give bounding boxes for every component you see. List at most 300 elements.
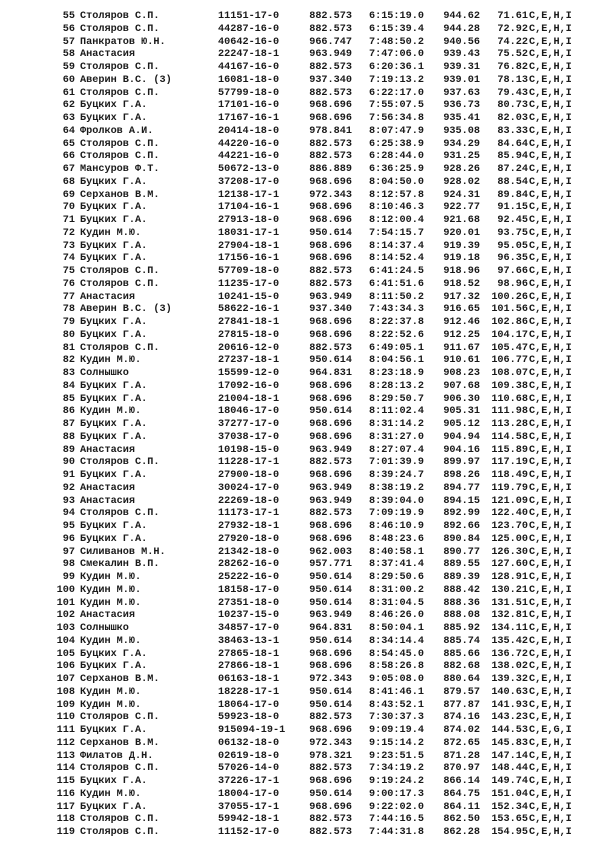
points: 114.58 — [491, 431, 528, 443]
speed: 892.99 — [443, 508, 480, 520]
ring-number: 11152-17-0 — [218, 827, 280, 838]
distance-km: 882.573 — [309, 266, 352, 277]
points: 117.19 — [491, 457, 528, 469]
table-row — [0, 751, 600, 764]
ring-number: 11151-17-0 — [218, 11, 280, 22]
flight-time: 7:44:31.8 — [368, 827, 424, 838]
flags: C,E,H,I — [529, 508, 572, 520]
flight-time: 8:14:37.4 — [368, 240, 424, 252]
flags: C,E,H,I — [529, 712, 572, 724]
flags: C,E,H,I — [529, 227, 572, 239]
participant-name: Кудин М.Ю. — [80, 227, 142, 239]
ring-number: 27900-18-0 — [218, 470, 280, 481]
participant-name: Буцких Г.А. — [80, 215, 148, 226]
ring-number: 27904-18-1 — [218, 240, 280, 252]
flight-time: 9:23:51.5 — [368, 750, 424, 762]
flags: C,E,H,I — [529, 584, 572, 596]
speed: 890.77 — [443, 546, 480, 558]
speed: 874.02 — [443, 725, 480, 736]
rank: 62 — [62, 100, 75, 112]
table-row — [0, 508, 600, 521]
points: 91.15 — [497, 202, 528, 214]
ring-number: 22269-18-0 — [218, 495, 280, 507]
ring-number: 28262-16-0 — [218, 559, 280, 571]
distance-km: 882.573 — [309, 508, 352, 520]
ring-number: 44221-16-0 — [218, 151, 280, 163]
participant-name: Буцких Г.А. — [80, 533, 148, 545]
rank: 76 — [62, 278, 75, 290]
points: 93.75 — [497, 227, 528, 239]
flags: C,E,H,I — [529, 814, 572, 826]
distance-km: 968.696 — [309, 380, 352, 392]
speed: 910.61 — [443, 355, 480, 367]
distance-km: 968.696 — [309, 521, 352, 532]
distance-km: 963.949 — [309, 482, 352, 494]
table-row — [0, 636, 600, 649]
flags: C,E,H,I — [529, 74, 572, 86]
participant-name: Филатов Д.Н. — [80, 750, 154, 762]
speed: 885.66 — [443, 648, 480, 660]
ring-number: 27815-18-0 — [218, 329, 280, 341]
rank: 94 — [62, 508, 75, 520]
flags: C,E,H,I — [529, 240, 572, 252]
ring-number: 50672-13-0 — [218, 164, 280, 175]
ring-number: 57709-18-0 — [218, 266, 280, 277]
flags: C,E,H,I — [529, 342, 572, 354]
distance-km: 963.949 — [309, 444, 352, 456]
table-row — [0, 547, 600, 560]
rank: 60 — [62, 74, 75, 86]
flags: C,E,H,I — [529, 393, 572, 405]
flight-time: 6:49:05.1 — [368, 342, 424, 354]
participant-name: Кудин М.Ю. — [80, 635, 142, 647]
ring-number: 18228-17-1 — [218, 686, 280, 698]
rank: 107 — [56, 674, 75, 685]
ring-number: 37277-17-0 — [218, 419, 280, 430]
flags: C,E,H,I — [529, 699, 572, 711]
rank: 71 — [62, 215, 75, 226]
flags: C,E,H,I — [529, 648, 572, 660]
rank: 98 — [62, 559, 75, 571]
speed: 917.32 — [443, 291, 480, 303]
speed: 918.52 — [443, 278, 480, 290]
distance-km: 966.747 — [309, 36, 352, 48]
participant-name: Столяров С.П. — [80, 266, 160, 277]
speed: 888.08 — [443, 610, 480, 622]
speed: 879.57 — [443, 686, 480, 698]
speed: 939.31 — [443, 62, 480, 73]
points: 136.72 — [491, 648, 528, 660]
flight-time: 7:30:37.3 — [368, 712, 424, 724]
table-row — [0, 649, 600, 662]
distance-km: 968.696 — [309, 648, 352, 660]
flags: C,E,H,I — [529, 482, 572, 494]
participant-name: Буцких Г.А. — [80, 470, 148, 481]
ring-number: 17156-16-1 — [218, 253, 280, 265]
distance-km: 950.614 — [309, 788, 352, 800]
flags: C,E,H,I — [529, 801, 572, 813]
flight-time: 8:37:41.4 — [368, 559, 424, 571]
points: 108.07 — [491, 368, 528, 379]
flags: C,E,H,I — [529, 763, 572, 775]
distance-km: 968.696 — [309, 329, 352, 341]
flight-time: 9:05:08.0 — [368, 674, 424, 685]
participant-name: Силиванов М.Н. — [80, 546, 166, 558]
points: 109.38 — [491, 380, 528, 392]
flight-time: 7:55:07.5 — [368, 100, 424, 112]
participant-name: Буцких Г.А. — [80, 240, 148, 252]
table-row — [0, 253, 600, 266]
rank: 56 — [62, 23, 75, 35]
points: 130.21 — [491, 584, 528, 596]
flight-time: 8:23:18.9 — [368, 368, 424, 379]
flags: C,E,H,I — [529, 62, 572, 73]
points: 111.98 — [491, 406, 528, 418]
speed: 864.75 — [443, 788, 480, 800]
table-row — [0, 712, 600, 725]
ring-number: 27841-18-1 — [218, 317, 280, 328]
points: 85.94 — [497, 151, 528, 163]
rank: 77 — [62, 291, 75, 303]
flight-time: 6:15:39.4 — [368, 23, 424, 35]
ring-number: 10237-15-0 — [218, 610, 280, 622]
flight-time: 7:34:19.2 — [368, 763, 424, 775]
flags: C,E,H,I — [529, 750, 572, 762]
points: 139.32 — [491, 674, 528, 685]
participant-name: Буцких Г.А. — [80, 380, 148, 392]
rank: 57 — [62, 36, 75, 48]
points: 121.09 — [491, 495, 528, 507]
participant-name: Буцких Г.А. — [80, 393, 148, 405]
participant-name: Анастасия — [80, 49, 136, 61]
ring-number: 11228-17-1 — [218, 457, 280, 469]
distance-km: 972.343 — [309, 737, 352, 749]
distance-km: 968.696 — [309, 176, 352, 188]
ring-number: 40642-16-0 — [218, 36, 280, 48]
points: 84.64 — [497, 138, 528, 150]
participant-name: Анастасия — [80, 610, 136, 622]
flight-time: 8:58:26.8 — [368, 661, 424, 673]
points: 138.02 — [491, 661, 528, 673]
flight-time: 8:31:14.2 — [368, 419, 424, 430]
rank: 97 — [62, 546, 75, 558]
speed: 944.28 — [443, 23, 480, 35]
ring-number: 20414-18-0 — [218, 125, 280, 137]
speed: 899.97 — [443, 457, 480, 469]
participant-name: Кудин М.Ю. — [80, 597, 142, 609]
table-row — [0, 432, 600, 445]
speed: 888.36 — [443, 597, 480, 609]
distance-km: 968.696 — [309, 113, 352, 124]
speed: 931.25 — [443, 151, 480, 163]
participant-name: Буцких Г.А. — [80, 725, 148, 736]
rank: 89 — [62, 444, 75, 456]
ring-number: 57026-14-0 — [218, 763, 280, 775]
ring-number: 11235-17-0 — [218, 278, 280, 290]
ring-number: 59923-18-0 — [218, 712, 280, 724]
flags: C,E,H,I — [529, 100, 572, 112]
participant-name: Столяров С.П. — [80, 827, 160, 838]
participant-name: Серханов В.М. — [80, 674, 160, 685]
participant-name: Столяров С.П. — [80, 342, 160, 354]
flight-time: 8:48:23.6 — [368, 533, 424, 545]
rank: 113 — [56, 750, 75, 762]
rank: 78 — [62, 304, 75, 316]
speed: 919.18 — [443, 253, 480, 265]
flight-time: 6:28:44.0 — [368, 151, 424, 163]
ring-number: 30024-17-0 — [218, 482, 280, 494]
flight-time: 8:54:45.0 — [368, 648, 424, 660]
flight-time: 8:28:13.2 — [368, 380, 424, 392]
rank: 104 — [56, 635, 75, 647]
distance-km: 950.614 — [309, 635, 352, 647]
participant-name: Кудин М.Ю. — [80, 584, 142, 596]
points: 126.30 — [491, 546, 528, 558]
speed: 939.01 — [443, 74, 480, 86]
distance-km: 968.696 — [309, 419, 352, 430]
flags: C,E,H,I — [529, 635, 572, 647]
rank: 87 — [62, 419, 75, 430]
table-row — [0, 228, 600, 241]
flight-time: 6:41:24.5 — [368, 266, 424, 277]
table-row — [0, 534, 600, 547]
flight-time: 8:31:00.2 — [368, 584, 424, 596]
distance-km: 968.696 — [309, 253, 352, 265]
speed: 889.55 — [443, 559, 480, 571]
flight-time: 8:11:50.2 — [368, 291, 424, 303]
points: 123.70 — [491, 521, 528, 532]
distance-km: 968.696 — [309, 240, 352, 252]
table-row — [0, 585, 600, 598]
table-row — [0, 368, 600, 381]
points: 143.23 — [491, 712, 528, 724]
ring-number: 37055-17-1 — [218, 801, 280, 813]
points: 135.42 — [491, 635, 528, 647]
points: 78.13 — [497, 74, 528, 86]
points: 132.81 — [491, 610, 528, 622]
flight-time: 8:22:52.6 — [368, 329, 424, 341]
flight-time: 8:50:04.1 — [368, 623, 424, 634]
ring-number: 20616-12-0 — [218, 342, 280, 354]
ring-number: 18031-17-1 — [218, 227, 280, 239]
flags: C,E,H,I — [529, 419, 572, 430]
ring-number: 11173-17-1 — [218, 508, 280, 520]
rank: 67 — [62, 164, 75, 175]
rank: 100 — [56, 584, 75, 596]
points: 95.05 — [497, 240, 528, 252]
flight-time: 8:04:50.0 — [368, 176, 424, 188]
flight-time: 9:09:19.4 — [368, 725, 424, 736]
participant-name: Столяров С.П. — [80, 763, 160, 775]
participant-name: Столяров С.П. — [80, 23, 160, 35]
speed: 898.26 — [443, 470, 480, 481]
flight-time: 8:46:10.9 — [368, 521, 424, 532]
speed: 888.42 — [443, 584, 480, 596]
ring-number: 18004-17-0 — [218, 788, 280, 800]
rank: 64 — [62, 125, 75, 137]
ring-number: 44167-16-0 — [218, 62, 280, 73]
points: 147.14 — [491, 750, 528, 762]
participant-name: Столяров С.П. — [80, 138, 160, 150]
flags: C,E,H,I — [529, 317, 572, 328]
table-row — [0, 11, 600, 24]
speed: 905.12 — [443, 419, 480, 430]
rank: 83 — [62, 368, 75, 379]
speed: 940.56 — [443, 36, 480, 48]
distance-km: 950.614 — [309, 406, 352, 418]
flight-time: 6:41:51.6 — [368, 278, 424, 290]
flags: C,E,H,I — [529, 49, 572, 61]
distance-km: 950.614 — [309, 572, 352, 583]
flight-time: 7:47:06.0 — [368, 49, 424, 61]
ring-number: 06163-18-1 — [218, 674, 280, 685]
table-row — [0, 381, 600, 394]
points: 76.82 — [497, 62, 528, 73]
ring-number: 27913-18-0 — [218, 215, 280, 226]
rank: 108 — [56, 686, 75, 698]
ring-number: 18158-17-0 — [218, 584, 280, 596]
flight-time: 8:11:02.4 — [368, 406, 424, 418]
points: 119.79 — [491, 482, 528, 494]
table-row — [0, 445, 600, 458]
flags: C,E,H,I — [529, 470, 572, 481]
speed: 894.15 — [443, 495, 480, 507]
table-row — [0, 674, 600, 687]
participant-name: Буцких Г.А. — [80, 419, 148, 430]
flags: C,E,H,I — [529, 164, 572, 175]
speed: 894.77 — [443, 482, 480, 494]
distance-km: 886.889 — [309, 164, 352, 175]
rank: 72 — [62, 227, 75, 239]
rank: 91 — [62, 470, 75, 481]
rank: 103 — [56, 623, 75, 634]
speed: 907.68 — [443, 380, 480, 392]
points: 83.33 — [497, 125, 528, 137]
speed: 892.66 — [443, 521, 480, 532]
ring-number: 17092-16-0 — [218, 380, 280, 392]
participant-name: Серханов В.М. — [80, 737, 160, 749]
table-row — [0, 623, 600, 636]
rank: 80 — [62, 329, 75, 341]
rank: 82 — [62, 355, 75, 367]
table-row — [0, 317, 600, 330]
table-row — [0, 700, 600, 713]
table-row — [0, 215, 600, 228]
flags: C,E,H,I — [529, 266, 572, 277]
table-row — [0, 763, 600, 776]
ring-number: 21004-18-1 — [218, 393, 280, 405]
rank: 58 — [62, 49, 75, 61]
flight-time: 9:15:14.2 — [368, 737, 424, 749]
table-row — [0, 24, 600, 37]
distance-km: 882.573 — [309, 11, 352, 22]
ring-number: 27351-18-0 — [218, 597, 280, 609]
participant-name: Фролков А.И. — [80, 125, 154, 137]
points: 105.47 — [491, 342, 528, 354]
ring-number: 57799-18-0 — [218, 87, 280, 99]
speed: 912.25 — [443, 329, 480, 341]
distance-km: 882.573 — [309, 712, 352, 724]
flight-time: 8:41:46.1 — [368, 686, 424, 698]
speed: 937.63 — [443, 87, 480, 99]
flight-time: 8:43:52.1 — [368, 699, 424, 711]
participant-name: Буцких Г.А. — [80, 801, 148, 813]
flight-time: 8:27:07.4 — [368, 444, 424, 456]
flags: C,E,H,I — [529, 291, 572, 303]
participant-name: Анастасия — [80, 482, 136, 494]
points: 115.89 — [491, 444, 528, 456]
ring-number: 37038-17-0 — [218, 431, 280, 443]
points: 153.65 — [491, 814, 528, 826]
distance-km: 957.771 — [309, 559, 352, 571]
rank: 114 — [56, 763, 75, 775]
flags: C,E,H,I — [529, 189, 572, 201]
participant-name: Буцких Г.А. — [80, 521, 148, 532]
ring-number: 10198-15-0 — [218, 444, 280, 456]
ring-number: 21342-18-0 — [218, 546, 280, 558]
points: 149.74 — [491, 776, 528, 787]
speed: 935.41 — [443, 113, 480, 124]
points: 72.92 — [497, 23, 528, 35]
distance-km: 968.696 — [309, 202, 352, 214]
table-row — [0, 496, 600, 509]
distance-km: 968.696 — [309, 317, 352, 328]
ring-number: 16081-18-0 — [218, 74, 280, 86]
points: 88.54 — [497, 176, 528, 188]
distance-km: 968.696 — [309, 215, 352, 226]
flags: C,E,H,I — [529, 125, 572, 137]
distance-km: 950.614 — [309, 584, 352, 596]
points: 125.00 — [491, 533, 528, 545]
table-row — [0, 241, 600, 254]
participant-name: Солнышко — [80, 368, 129, 379]
flags: C,E,H,I — [529, 776, 572, 787]
distance-km: 882.573 — [309, 278, 352, 290]
table-row — [0, 457, 600, 470]
distance-km: 882.573 — [309, 87, 352, 99]
table-row — [0, 304, 600, 317]
participant-name: Буцких Г.А. — [80, 100, 148, 112]
points: 87.24 — [497, 164, 528, 175]
distance-km: 882.573 — [309, 151, 352, 163]
flags: C,E,H,I — [529, 151, 572, 163]
rank: 95 — [62, 521, 75, 532]
distance-km: 963.949 — [309, 495, 352, 507]
table-row — [0, 62, 600, 75]
flags: C,E,H,I — [529, 431, 572, 443]
participant-name: Буцких Г.А. — [80, 431, 148, 443]
flight-time: 7:56:34.8 — [368, 113, 424, 124]
participant-name: Буцких Г.А. — [80, 329, 148, 341]
participant-name: Аверин В.С. (3) — [80, 304, 172, 316]
distance-km: 950.614 — [309, 597, 352, 609]
rank: 115 — [56, 776, 75, 787]
ring-number: 22247-18-1 — [218, 49, 280, 61]
table-row — [0, 88, 600, 101]
table-row — [0, 827, 600, 840]
speed: 862.28 — [443, 827, 480, 838]
ring-number: 10241-15-0 — [218, 291, 280, 303]
speed: 920.01 — [443, 227, 480, 239]
table-row — [0, 776, 600, 789]
flight-time: 8:38:19.2 — [368, 482, 424, 494]
points: 122.40 — [491, 508, 528, 520]
ring-number: 15599-12-0 — [218, 368, 280, 379]
participant-name: Буцких Г.А. — [80, 176, 148, 188]
flags: C,E,H,I — [529, 11, 572, 22]
table-row — [0, 814, 600, 827]
ring-number: 44220-16-0 — [218, 138, 280, 150]
